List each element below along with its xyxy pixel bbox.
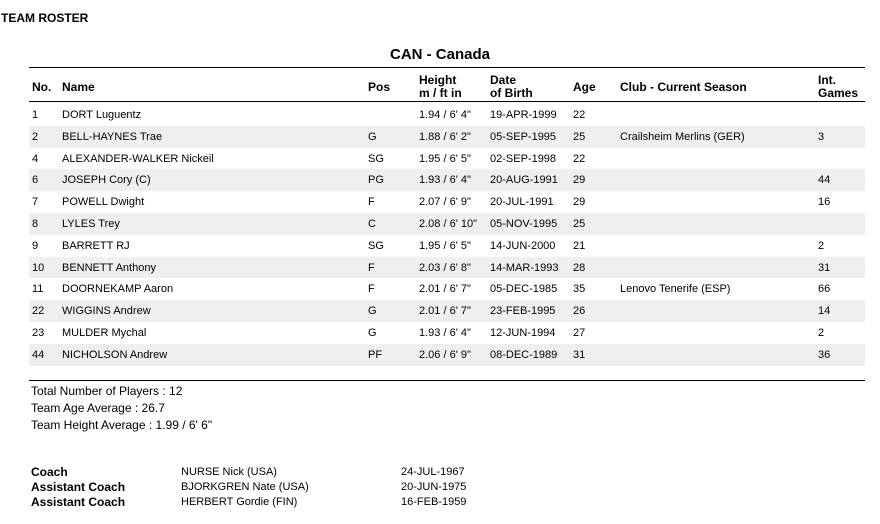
staff-name: NURSE Nick (USA) (181, 466, 277, 478)
player-age: 29 (573, 196, 586, 209)
header-bottom-rule (29, 101, 865, 102)
team-title: CAN - Canada (389, 46, 490, 63)
player-int-games: 36 (818, 348, 831, 361)
player-dob: 20-AUG-1991 (490, 174, 558, 187)
player-number: 6 (32, 174, 39, 187)
header-height-line2: m / ft in (419, 86, 462, 100)
player-name: ALEXANDER-WALKER Nickeil (62, 152, 214, 165)
player-age: 25 (573, 217, 586, 230)
table-row (29, 344, 865, 366)
player-number: 10 (32, 261, 45, 274)
staff-dob: 24-JUL-1967 (401, 466, 465, 478)
staff-dob: 20-JUN-1975 (401, 481, 467, 493)
player-name: BELL-HAYNES Trae (62, 130, 163, 143)
player-dob: 14-JUN-2000 (490, 239, 556, 252)
player-height: 2.03 / 6' 8" (419, 261, 471, 274)
player-age: 22 (573, 109, 586, 121)
player-dob: 23-FEB-1995 (490, 305, 556, 318)
player-dob: 05-NOV-1995 (490, 217, 558, 230)
table-row (29, 322, 865, 344)
header-top-rule (29, 67, 865, 68)
player-dob: 05-SEP-1995 (490, 130, 557, 143)
player-height: 1.93 / 6' 4" (419, 326, 471, 339)
header-no: No. (32, 80, 52, 94)
table-row (29, 191, 865, 213)
table-row (29, 148, 865, 170)
player-name: NICHOLSON Andrew (62, 348, 168, 361)
player-age: 22 (573, 152, 586, 165)
player-number: 44 (32, 348, 45, 361)
player-height: 1.95 / 6' 5" (419, 239, 471, 252)
player-position: G (368, 326, 377, 339)
player-height: 1.95 / 6' 5" (419, 152, 471, 165)
player-name: MULDER Mychal (62, 326, 147, 339)
player-height: 2.01 / 6' 7" (419, 283, 471, 296)
player-name: JOSEPH Cory (C) (62, 174, 151, 187)
player-height: 2.01 / 6' 7" (419, 305, 471, 318)
staff-name: HERBERT Gordie (FIN) (181, 496, 298, 508)
player-position: F (368, 196, 375, 209)
player-position: PG (368, 174, 384, 187)
player-position: C (368, 217, 376, 230)
header-height (419, 74, 462, 100)
table-row (29, 169, 865, 191)
player-name: DOORNEKAMP Aaron (62, 283, 174, 296)
player-number: 11 (32, 283, 44, 296)
table-row (29, 126, 865, 148)
player-number: 4 (32, 152, 39, 165)
player-age: 29 (573, 174, 586, 187)
staff-role: Assistant Coach (31, 480, 126, 494)
player-dob: 05-DEC-1985 (490, 283, 558, 296)
player-height: 2.08 / 6' 10" (419, 217, 477, 230)
player-dob: 08-DEC-1989 (490, 348, 558, 361)
player-age: 35 (573, 283, 586, 296)
player-int-games: 2 (818, 326, 825, 339)
player-dob: 20-JUL-1991 (490, 196, 554, 209)
header-club: Club - Current Season (620, 80, 747, 94)
player-position: G (368, 305, 377, 318)
player-number: 1 (32, 109, 39, 121)
player-int-games: 44 (818, 174, 831, 187)
table-bottom-rule (29, 380, 865, 381)
player-age: 31 (573, 348, 586, 361)
player-int-games: 31 (818, 261, 831, 274)
player-height: 1.88 / 6' 2" (419, 130, 471, 143)
table-row (29, 278, 865, 300)
table-row (29, 213, 865, 235)
player-position: F (368, 283, 375, 296)
player-age: 27 (573, 326, 586, 339)
player-position: SG (368, 152, 384, 165)
header-dob (490, 74, 533, 100)
table-row (29, 257, 865, 279)
team-age-average: Team Age Average : 26.7 (31, 401, 165, 415)
table-row (29, 300, 865, 322)
player-name: WIGGINS Andrew (62, 305, 151, 318)
player-number: 2 (32, 130, 39, 143)
player-dob: 12-JUN-1994 (490, 326, 556, 339)
player-age: 26 (573, 305, 586, 318)
total-players: Total Number of Players : 12 (31, 384, 183, 398)
player-club: Crailsheim Merlins (GER) (620, 130, 745, 143)
player-age: 25 (573, 130, 586, 143)
player-int-games: 66 (818, 283, 831, 296)
table-row (29, 235, 865, 257)
player-dob: 14-MAR-1993 (490, 261, 559, 274)
table-row (29, 104, 865, 126)
player-dob: 19-APR-1999 (490, 109, 557, 121)
header-dob-line2: of Birth (490, 86, 533, 100)
player-height: 1.94 / 6' 4" (419, 109, 471, 121)
player-height: 2.07 / 6' 9" (419, 196, 471, 209)
document-label: TEAM ROSTER (1, 11, 89, 25)
header-dob-line1: Date (490, 73, 517, 87)
player-position: SG (368, 239, 384, 252)
staff-name: BJORKGREN Nate (USA) (181, 481, 309, 493)
player-name: POWELL Dwight (62, 196, 145, 209)
player-dob: 02-SEP-1998 (490, 152, 557, 165)
header-name: Name (62, 80, 95, 94)
player-position: G (368, 130, 377, 143)
player-position: PF (368, 348, 383, 361)
staff-role: Coach (31, 465, 68, 479)
roster-table (29, 104, 865, 366)
player-name: LYLES Trey (62, 217, 120, 230)
player-number: 23 (32, 326, 45, 339)
header-pos: Pos (368, 80, 391, 94)
player-height: 1.93 / 6' 4" (419, 174, 471, 187)
header-int-games (818, 74, 858, 100)
player-number: 8 (32, 217, 39, 230)
staff-role: Assistant Coach (31, 495, 126, 509)
player-age: 21 (573, 239, 586, 252)
player-number: 7 (32, 196, 39, 209)
player-int-games: 16 (818, 196, 831, 209)
header-int-line1: Int. (818, 73, 836, 87)
player-int-games: 2 (818, 239, 825, 252)
player-number: 9 (32, 239, 39, 252)
player-int-games: 14 (818, 305, 831, 318)
staff-dob: 16-FEB-1959 (401, 496, 467, 508)
player-age: 28 (573, 261, 586, 274)
player-club: Lenovo Tenerife (ESP) (620, 283, 731, 296)
player-name: BENNETT Anthony (62, 261, 156, 274)
player-position: F (368, 261, 375, 274)
player-number: 22 (32, 305, 45, 318)
header-height-line1: Height (419, 73, 457, 87)
player-name: DORT Luguentz (62, 109, 142, 121)
team-height-average: Team Height Average : 1.99 / 6' 6" (31, 418, 213, 432)
header-int-line2: Games (818, 86, 859, 100)
player-int-games: 3 (818, 130, 825, 143)
player-name: BARRETT RJ (62, 239, 130, 252)
header-age: Age (573, 80, 596, 94)
player-height: 2.06 / 6' 9" (419, 348, 471, 361)
